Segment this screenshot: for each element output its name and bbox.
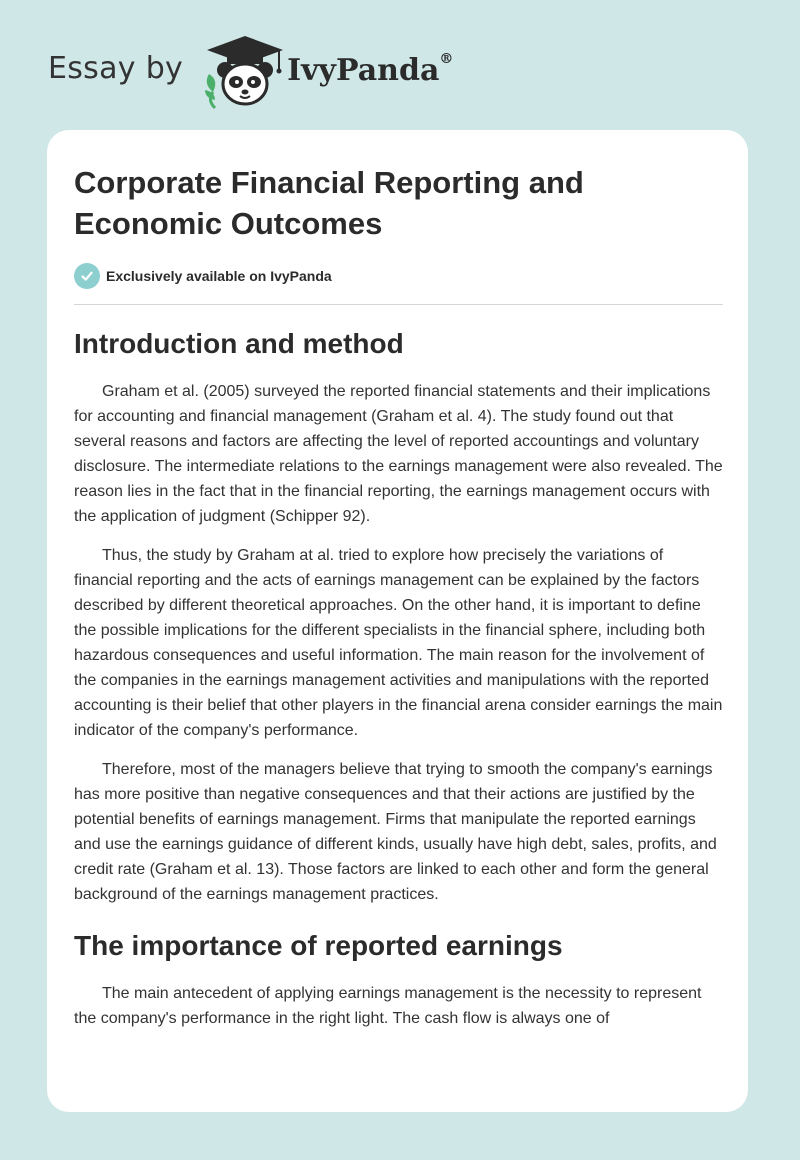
brand-prefix: Essay by [48, 50, 184, 86]
check-circle-icon [74, 263, 100, 289]
page-title: Corporate Financial Reporting and Economic Outcomes [74, 165, 584, 241]
site-header [48, 34, 453, 110]
paragraph: The main antecedent of applying earnings management is the necessity to represent the company's performance in the right light. The cash flow is always one of [74, 985, 702, 1027]
article-content [74, 162, 723, 1031]
paragraph: Therefore, most of the managers believe that trying to smooth the company's earnings has more positive than negative consequences and that their actions are justified by the potential benefits of earnings management. Firms that manipulate the reported earnings and use the earnings guidance of different kinds, usually have high debt, sales, profits, and credit rate (Graham et al. 13). Those factors are linked to each other and form the general background of the earnings management practices. [74, 761, 717, 903]
exclusive-badge-text: Exclusively available on IvyPanda [106, 268, 332, 284]
exclusive-badge [74, 262, 723, 290]
registered-mark: ® [439, 50, 454, 67]
panda-graduate-icon[interactable] [199, 34, 291, 110]
title-divider [74, 304, 723, 305]
section-heading: The importance of reported earnings [74, 930, 563, 961]
paragraph: Thus, the study by Graham at al. tried to explore how precisely the variations of financial reporting and the acts of earnings management can be explained by the factors described by different theoretical approaches. On the other hand, it is important to define the possible implications for the different specialists in the financial sphere, including both hazardous consequences and useful information. The main reason for the involvement of the companies in the earnings management activities and manipulations with the reported accounting is their belief that other players in the financial arena consider earnings the main indicator of the company's performance. [74, 547, 723, 739]
section-heading: Introduction and method [74, 328, 404, 359]
article-card [47, 130, 748, 1112]
section-introduction [74, 327, 723, 907]
section-reported-earnings [74, 929, 723, 1031]
brand-name[interactable]: IvyPanda® [287, 50, 454, 88]
paragraph: Graham et al. (2005) surveyed the reported financial statements and their implications for accounting and financial management (Graham et al. 4). The study found out that several reasons and factors are affecting the level of reported accountings and voluntary disclosure. The intermediate relations to the earnings management were also revealed. The reason lies in the fact that in the financial reporting, the earnings management occurs with the application of judgment (Schipper 92). [74, 383, 723, 525]
